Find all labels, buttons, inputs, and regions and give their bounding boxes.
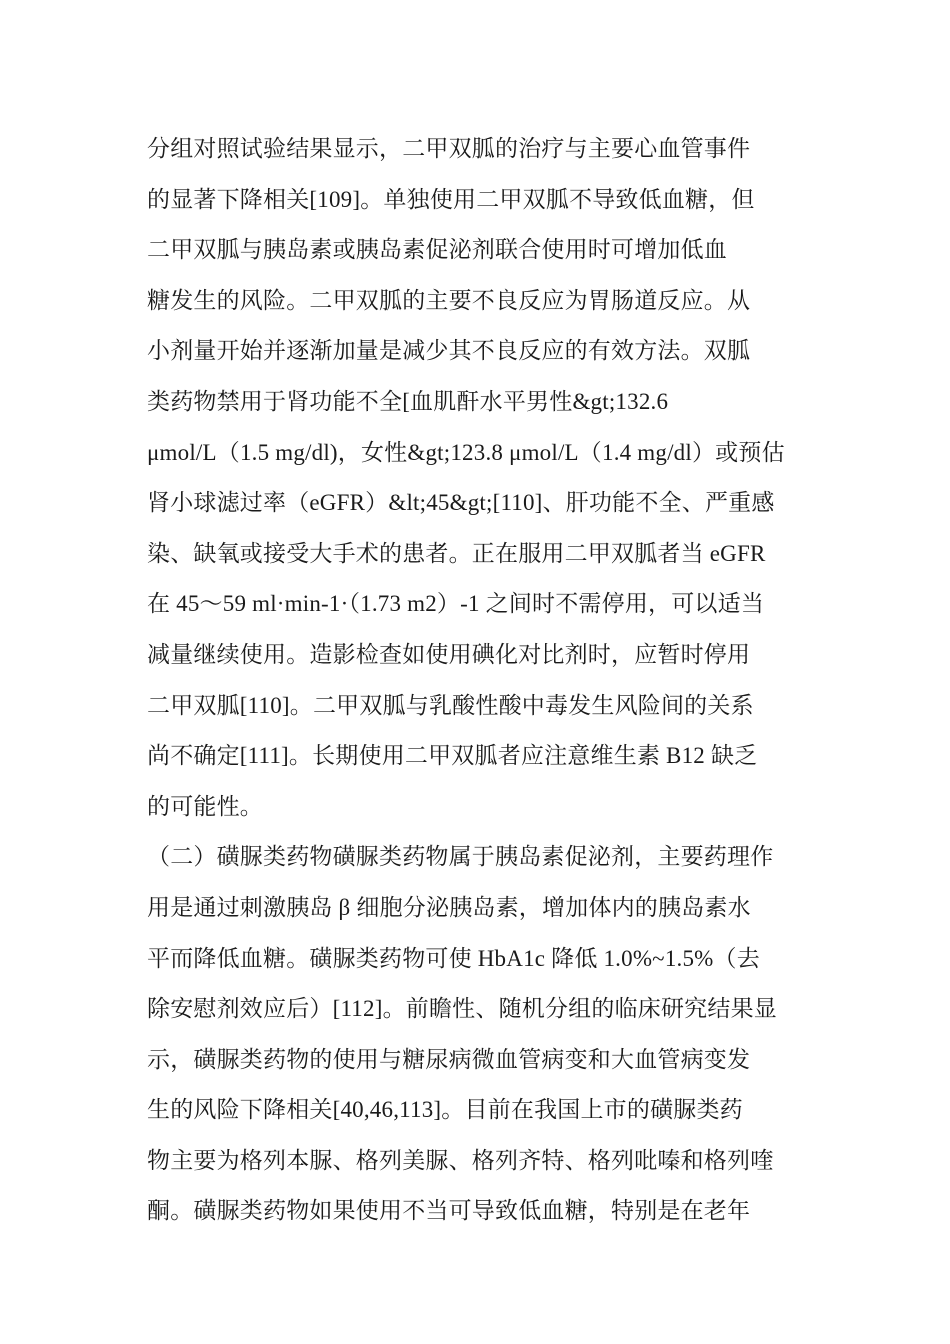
text-line: 尚不确定[111]。长期使用二甲双胍者应注意维生素 B12 缺乏 bbox=[147, 743, 758, 769]
text-line: 除安慰剂效应后）[112]。前瞻性、随机分组的临床研究结果显 bbox=[147, 996, 777, 1022]
text-line: 酮。磺脲类药物如果使用不当可导致低血糖，特别是在老年 bbox=[147, 1198, 751, 1224]
text-line: 在 45～59 ml·min-1·（1.73 m2）-1 之间时不需停用，可以适当 bbox=[147, 591, 765, 617]
text-line: 类药物禁用于肾功能不全[血肌酐水平男性&gt;132.6 bbox=[147, 388, 669, 414]
text-line: 小剂量开始并逐渐加量是减少其不良反应的有效方法。双胍 bbox=[147, 338, 751, 364]
text-line: 示，磺脲类药物的使用与糖尿病微血管病变和大血管病变发 bbox=[147, 1046, 751, 1072]
text-line: 分组对照试验结果显示，二甲双胍的治疗与主要心血管事件 bbox=[147, 136, 751, 161]
text-line: 平而降低血糖。磺脲类药物可使 HbA1c 降低 1.0%~1.5%（去 bbox=[147, 945, 760, 971]
text-line: 二甲双胍与胰岛素或胰岛素促泌剂联合使用时可增加低血 bbox=[147, 237, 727, 263]
body-text bbox=[147, 124, 812, 1237]
text-line: 减量继续使用。造影检查如使用碘化对比剂时，应暂时停用 bbox=[147, 641, 751, 667]
text-line: 物主要为格列本脲、格列美脲、格列齐特、格列吡嗪和格列喹 bbox=[147, 1147, 774, 1173]
text-line: 糖发生的风险。二甲双胍的主要不良反应为胃肠道反应。从 bbox=[147, 287, 751, 313]
text-line: 的可能性。 bbox=[147, 793, 263, 819]
text-line: 用是通过刺激胰岛 β 细胞分泌胰岛素，增加体内的胰岛素水 bbox=[147, 894, 751, 920]
text-line: 生的风险下降相关[40,46,113]。目前在我国上市的磺脲类药 bbox=[147, 1097, 743, 1123]
text-line: 肾小球滤过率（eGFR）&lt;45&gt;[110]、肝功能不全、严重感 bbox=[147, 490, 775, 516]
text-line: 二甲双胍[110]。二甲双胍与乳酸性酸中毒发生风险间的关系 bbox=[147, 692, 754, 718]
text-line: 的显著下降相关[109]。单独使用二甲双胍不导致低血糖，但 bbox=[147, 186, 755, 212]
text-line: 染、缺氧或接受大手术的患者。正在服用二甲双胍者当 eGFR bbox=[147, 540, 766, 566]
text-line: μmol/L（1.5 mg/dl)，女性&gt;123.8 μmol/L（1.4 mg/dl）或预估 bbox=[147, 439, 785, 465]
text-line: （二）磺脲类药物磺脲类药物属于胰岛素促泌剂，主要药理作 bbox=[147, 844, 774, 870]
